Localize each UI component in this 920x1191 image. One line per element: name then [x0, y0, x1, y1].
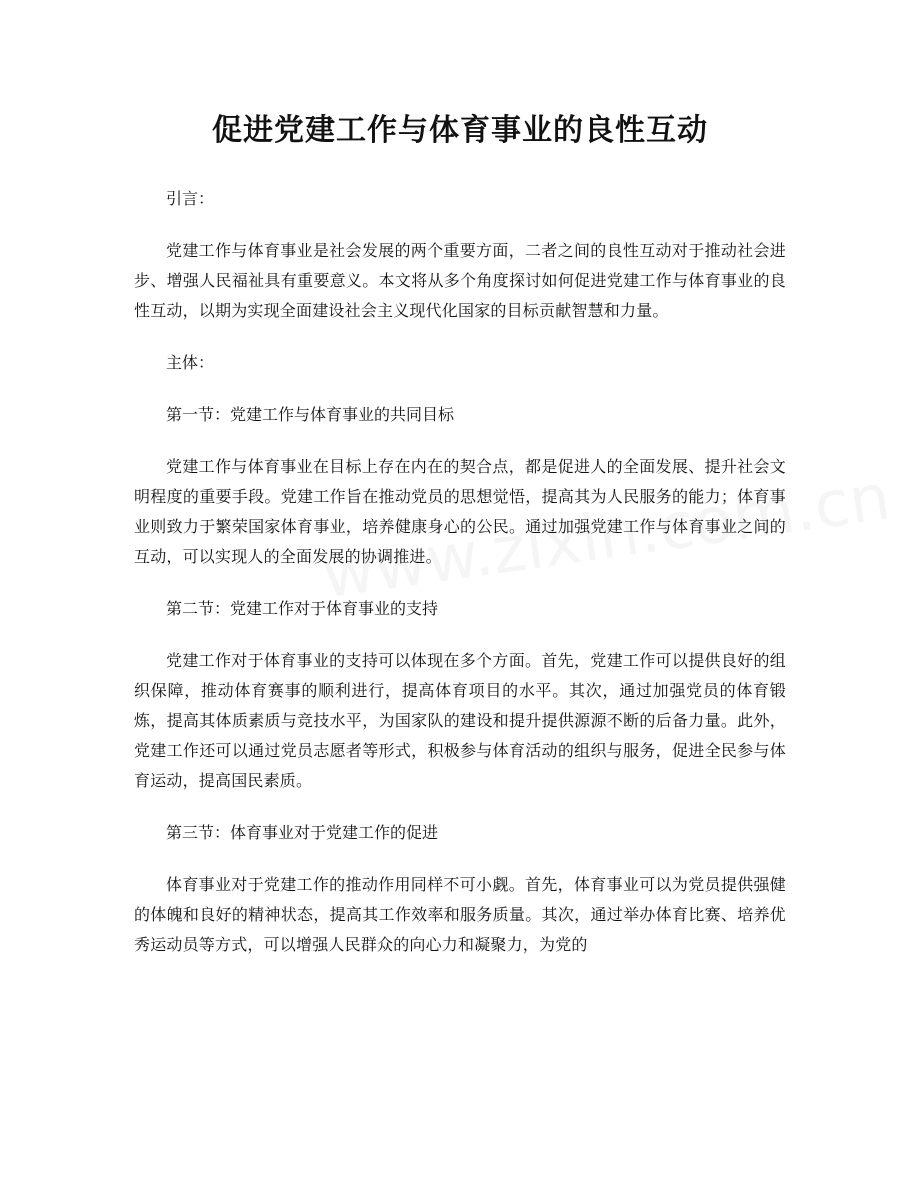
section-3-paragraph: 体育事业对于党建工作的推动作用同样不可小觑。首先，体育事业可以为党员提供强健的体魄和良好的精神状态，提高其工作效率和服务质量。其次，通过举办体育比赛、培养优秀运动员等方式，可以增强人民群众的向心力和凝聚力，为党的	[134, 875, 786, 954]
section-1-heading: 第一节：党建工作与体育事业的共同目标	[166, 405, 455, 424]
document-body	[134, 184, 786, 982]
main-heading: 主体：	[166, 353, 215, 372]
document-title: 促进党建工作与体育事业的良性互动	[212, 113, 708, 148]
section-3-heading: 第三节：体育事业对于党建工作的促进	[166, 823, 439, 842]
section-2-paragraph: 党建工作对于体育事业的支持可以体现在多个方面。首先，党建工作可以提供良好的组织保障，推动体育赛事的顺利进行，提高体育项目的水平。其次，通过加强党员的体育锻炼，提高其体质素质与竞技水平，为国家队的建设和提升提供源源不断的后备力量。此外，党建工作还可以通过党员志愿者等形式，积极参与体育活动的组织与服务，促进全民参与体育运动，提高国民素质。	[134, 651, 786, 790]
section-2-heading: 第二节：党建工作对于体育事业的支持	[166, 599, 439, 618]
section-1-paragraph: 党建工作与体育事业在目标上存在内在的契合点，都是促进人的全面发展、提升社会文明程度的重要手段。党建工作旨在推动党员的思想觉悟，提高其为人民服务的能力；体育事业则致力于繁荣国家体育事业，培养健康身心的公民。通过加强党建工作与体育事业之间的互动，可以实现人的全面发展的协调推进。	[134, 457, 786, 566]
intro-heading: 引言：	[166, 189, 215, 208]
intro-paragraph: 党建工作与体育事业是社会发展的两个重要方面，二者之间的良性互动对于推动社会进步、增强人民福祉具有重要意义。本文将从多个角度探讨如何促进党建工作与体育事业的良性互动，以期为实现全面建设社会主义现代化国家的目标贡献智慧和力量。	[134, 241, 786, 320]
